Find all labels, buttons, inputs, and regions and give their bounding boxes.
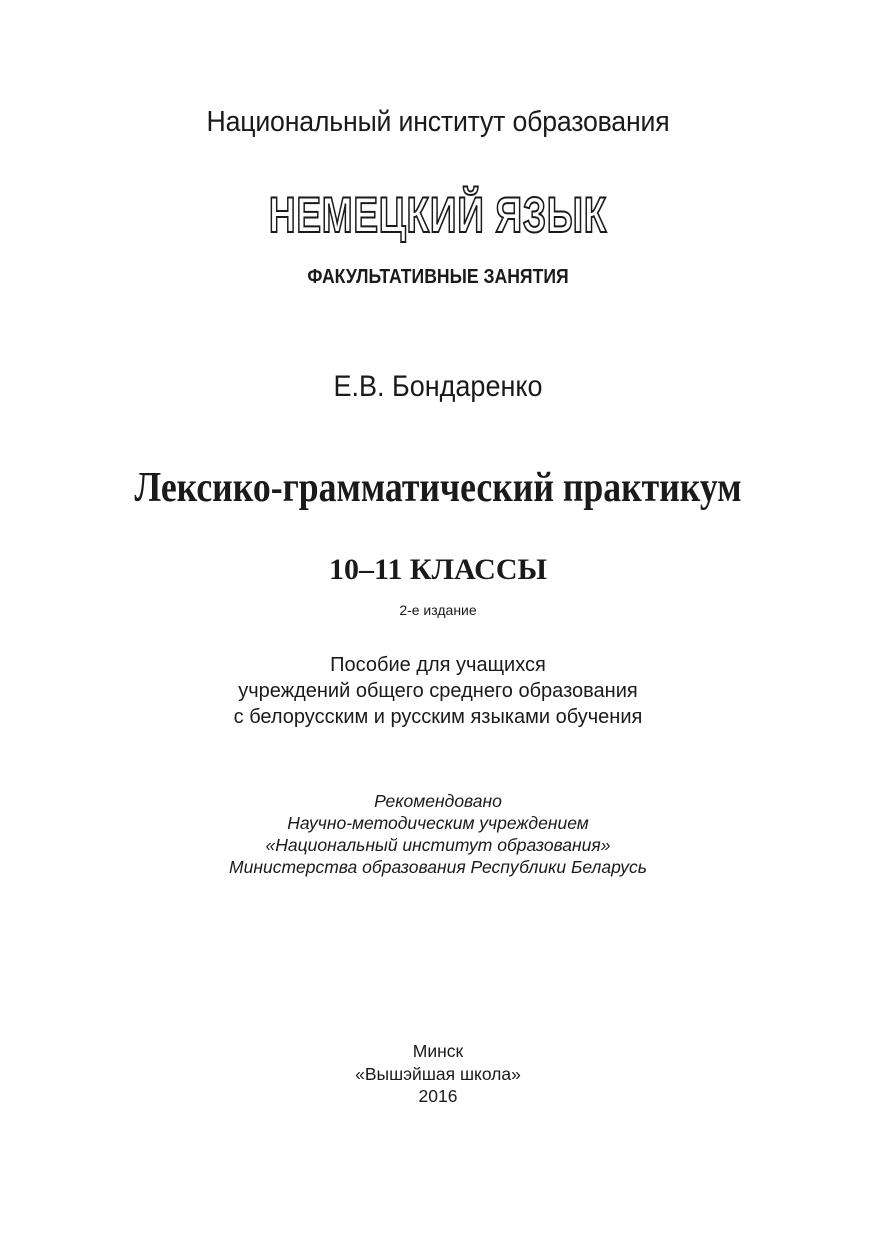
imprint-year: 2016 <box>418 1086 458 1106</box>
purpose-line: Пособие для учащихся <box>330 654 546 676</box>
grades-label: 10–11 КЛАССЫ <box>329 553 547 586</box>
recommendation-line: Министерства образования Республики Беларусь <box>229 857 647 877</box>
purpose-line: с белорусским и русским языками обучения <box>233 706 643 728</box>
subject-title: НЕМЕЦКИЙ ЯЗЫК <box>268 187 608 243</box>
imprint-block <box>0 1040 876 1108</box>
imprint-publisher: «Вышэйшая школа» <box>355 1063 521 1084</box>
course-type: ФАКУЛЬТАТИВНЫЕ ЗАНЯТИЯ <box>307 266 569 288</box>
edition-label: 2-е издание <box>399 602 477 618</box>
purpose-block <box>0 652 876 730</box>
author-name: Е.В. Бондаренко <box>333 370 543 403</box>
purpose-line: учреждений общего среднего образования <box>238 680 638 702</box>
recommendation-line: Научно-методическим учреждением <box>287 813 589 833</box>
institute-name: Национальный институт образования <box>206 106 670 138</box>
recommendation-line: «Национальный институт образования» <box>265 835 611 855</box>
recommendation-block <box>0 790 876 878</box>
imprint-city: Минск <box>412 1041 464 1061</box>
recommendation-line: Рекомендовано <box>374 791 502 811</box>
book-title: Лексико-грамматический практикум <box>134 465 742 511</box>
